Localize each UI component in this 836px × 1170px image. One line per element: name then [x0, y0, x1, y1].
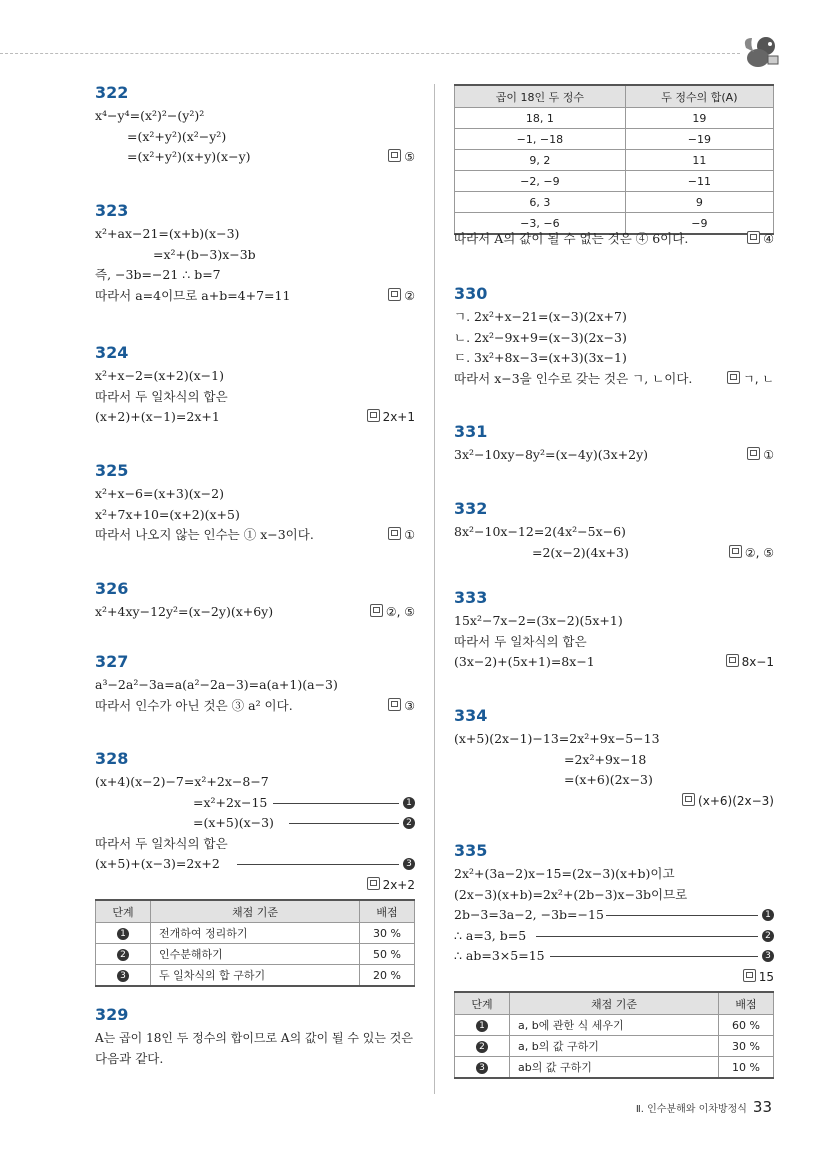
step-marker: 1	[762, 909, 774, 921]
table-header: 단계	[455, 992, 510, 1015]
solution-line: 따라서 x−3을 인수로 갖는 것은 ㄱ, ㄴ이다. ㄱ, ㄴ	[454, 369, 774, 390]
solution-line: =x²+2x−15 1	[95, 793, 415, 814]
step-marker: 2	[476, 1041, 488, 1053]
table-row: 9, 2 11	[455, 150, 774, 171]
problem-number: 332	[454, 499, 488, 518]
answer: 2x+1	[367, 407, 415, 428]
solution-line: (x+4)(x−2)−7=x²+2x−8−7	[95, 774, 269, 789]
table-row: −1, −18 −19	[455, 129, 774, 150]
solution-line: (2x−3)(x+b)=2x²+(2b−3)x−3b이므로	[454, 886, 688, 902]
answer: ①	[388, 525, 415, 546]
table-cell: 두 일차식의 합 구하기	[151, 965, 360, 987]
problem-number: 335	[454, 841, 488, 860]
table-cell: a, b의 값 구하기	[510, 1036, 719, 1057]
solution-line: =2(x−2)(4x+3) ②, ⑤	[454, 543, 774, 564]
table-cell: 10 %	[719, 1057, 774, 1079]
scoring-table	[95, 899, 415, 987]
problem-number: 333	[454, 588, 488, 607]
solution-line: =(x+6)(2x−3)	[564, 772, 653, 787]
answer-icon	[743, 969, 756, 982]
table-header: 배점	[360, 900, 415, 923]
problem-325	[95, 462, 415, 546]
step-marker: 1	[476, 1020, 488, 1032]
chapter-title: Ⅱ. 인수분해와 이차방정식	[635, 1104, 747, 1115]
solution-line: x²+x−2=(x+2)(x−1)	[95, 368, 224, 383]
solution-line: x²+x−6=(x+3)(x−2)	[95, 486, 224, 501]
solution-line: a³−2a²−3a=a(a²−2a−3)=a(a+1)(a−3)	[95, 677, 338, 692]
header-dashed-line	[0, 53, 740, 54]
table-cell: 30 %	[719, 1036, 774, 1057]
solution-line: x⁴−y⁴=(x²)²−(y²)²	[95, 108, 205, 123]
answer-icon	[388, 149, 401, 162]
table-row	[96, 965, 415, 987]
step-marker: 2	[117, 949, 129, 961]
solution-line: 2b−3=3a−2, −3b=−15 1	[454, 905, 774, 926]
step-marker: 3	[403, 858, 415, 870]
solution-line: 즉, −3b=−21 ∴ b=7	[95, 267, 221, 282]
solution-line: 따라서 두 일차식의 합은	[454, 633, 587, 649]
solution-line	[454, 967, 774, 988]
solution-line: 15x²−7x−2=(3x−2)(5x+1)	[454, 613, 623, 628]
problem-333	[454, 589, 774, 673]
step-marker: 2	[762, 930, 774, 942]
answer-icon	[682, 793, 695, 806]
table-cell: ab의 값 구하기	[510, 1057, 719, 1079]
solution-line: x²+ax−21=(x+b)(x−3)	[95, 226, 240, 241]
answer-icon	[370, 604, 383, 617]
problem-number: 324	[95, 343, 129, 362]
problem-number: 325	[95, 461, 129, 480]
problem-number: 323	[95, 201, 129, 220]
solution-line: (3x−2)+(5x+1)=8x−1 8x−1	[454, 652, 774, 673]
table-cell: 인수분해하기	[151, 944, 360, 965]
solution-line: 따라서 두 일차식의 합은	[95, 388, 228, 404]
solution-line: ∴ ab=3×5=15 3	[454, 946, 774, 967]
problem-332	[454, 500, 774, 563]
problem-number: 328	[95, 749, 129, 768]
problem-number: 329	[95, 1005, 129, 1024]
solution-line	[454, 791, 774, 812]
table-cell: 20 %	[360, 965, 415, 987]
answer-icon	[747, 231, 760, 244]
page-footer	[636, 1098, 772, 1116]
answer-icon	[388, 288, 401, 301]
table-row	[455, 1036, 774, 1057]
table-header: 단계	[96, 900, 151, 923]
step-marker: 1	[403, 797, 415, 809]
table-header: 두 정수의 합(A)	[625, 85, 773, 108]
column-divider	[434, 84, 435, 1094]
table-row: −3, −6 −9	[455, 213, 774, 235]
answer: ②, ⑤	[370, 602, 415, 623]
solution-line: A는 곱이 18인 두 정수의 합이므로 A의 값이 될 수 있는 것은	[95, 1031, 413, 1045]
answer: 8x−1	[726, 652, 774, 673]
pairs-table	[454, 84, 774, 235]
answer-icon	[367, 877, 380, 890]
table-header: 곱이 18인 두 정수	[455, 85, 626, 108]
solution-line: ㄴ. 2x²−9x+9=(x−3)(2x−3)	[454, 329, 627, 345]
problem-number: 327	[95, 652, 129, 671]
table-cell: 50 %	[360, 944, 415, 965]
table-cell: 30 %	[360, 923, 415, 944]
solution-line	[95, 875, 415, 896]
answer: ②, ⑤	[729, 543, 774, 564]
solution-line: (x+5)(2x−1)−13=2x²+9x−5−13	[454, 731, 660, 746]
answer: 15	[743, 967, 774, 988]
problem-322	[95, 84, 415, 168]
answer: ③	[388, 696, 415, 717]
problem-330	[454, 285, 774, 389]
answer-icon	[747, 447, 760, 460]
solution-line: x²+4xy−12y²=(x−2y)(x+6y) ②, ⑤	[95, 602, 415, 623]
solution-line: =2x²+9x−18	[564, 751, 647, 767]
step-marker: 3	[762, 950, 774, 962]
problem-number: 326	[95, 579, 129, 598]
table-row: −2, −9 −11	[455, 171, 774, 192]
answer-icon	[367, 409, 380, 422]
table-header: 채점 기준	[510, 992, 719, 1015]
problem-324	[95, 344, 415, 428]
answer: ①	[747, 445, 774, 466]
squirrel-mascot-icon	[742, 34, 782, 70]
solution-line: (x+5)+(x−3)=2x+2 3	[95, 854, 415, 875]
problem-326	[95, 580, 415, 623]
problem-327	[95, 653, 415, 716]
solution-line: ㄷ. 3x²+8x−3=(x+3)(3x−1)	[454, 350, 627, 365]
solution-line: 8x²−10x−12=2(4x²−5x−6)	[454, 524, 626, 539]
answer: ㄱ, ㄴ	[727, 369, 774, 390]
step-marker: 1	[117, 928, 129, 940]
table-cell: a, b에 관한 식 세우기	[510, 1015, 719, 1036]
answer-icon	[727, 371, 740, 384]
solution-line: 다음과 같다.	[95, 1050, 164, 1066]
solution-line: =(x²+y²)(x²−y²)	[127, 128, 227, 144]
answer: ⑤	[388, 147, 415, 168]
table-row	[96, 923, 415, 944]
step-marker: 2	[403, 817, 415, 829]
table-row	[455, 1057, 774, 1079]
solution-line: ㄱ. 2x²+x−21=(x−3)(2x+7)	[454, 309, 627, 324]
solution-line: ∴ a=3, b=5 2	[454, 926, 774, 947]
solution-line: =(x+5)(x−3) 2	[95, 813, 415, 834]
answer-icon	[388, 527, 401, 540]
table-row	[455, 1015, 774, 1036]
table-header: 배점	[719, 992, 774, 1015]
table-row: 18, 1 19	[455, 108, 774, 129]
answer: ④	[747, 229, 774, 250]
step-marker: 3	[476, 1062, 488, 1074]
solution-line: =(x²+y²)(x+y)(x−y) ⑤	[95, 147, 415, 168]
problem-329	[95, 1006, 415, 1069]
solution-line: =x²+(b−3)x−3b	[153, 246, 256, 262]
solution-line: x²+7x+10=(x+2)(x+5)	[95, 506, 240, 522]
answer: 2x+2	[367, 875, 415, 896]
solution-line: 2x²+(3a−2)x−15=(2x−3)(x+b)이고	[454, 866, 675, 881]
scoring-table	[454, 991, 774, 1079]
solution-line: 따라서 a=4이므로 a+b=4+7=11 ②	[95, 286, 415, 307]
solution-line: 3x²−10xy−8y²=(x−4y)(3x+2y) ①	[454, 445, 774, 466]
solution-line: 따라서 나오지 않는 인수는 ① x−3이다. ①	[95, 525, 415, 546]
solution-line: 따라서 두 일차식의 합은	[95, 835, 228, 851]
answer-icon	[726, 654, 739, 667]
solution-line: (x+2)+(x−1)=2x+1 2x+1	[95, 407, 415, 428]
problem-323	[95, 202, 415, 306]
answer-icon	[388, 698, 401, 711]
problem-number: 330	[454, 284, 488, 303]
problem-334	[454, 707, 774, 811]
table-row: 6, 3 9	[455, 192, 774, 213]
problem-number: 331	[454, 422, 488, 441]
problem-number: 322	[95, 83, 129, 102]
problem-328	[95, 750, 415, 987]
answer: (x+6)(2x−3)	[682, 791, 774, 812]
page-number: 33	[752, 1098, 772, 1116]
table-cell: 60 %	[719, 1015, 774, 1036]
problem-331	[454, 423, 774, 466]
solution-line: 따라서 A의 값이 될 수 없는 것은 ④ 6이다. ④	[454, 229, 774, 250]
problem-number: 334	[454, 706, 488, 725]
table-header: 채점 기준	[151, 900, 360, 923]
table-row	[96, 944, 415, 965]
answer: ②	[388, 286, 415, 307]
answer-icon	[729, 545, 742, 558]
table-cell: 전개하여 정리하기	[151, 923, 360, 944]
problem-335	[454, 842, 774, 1079]
step-marker: 3	[117, 970, 129, 982]
solution-line: 따라서 인수가 아닌 것은 ③ a² 이다. ③	[95, 696, 415, 717]
